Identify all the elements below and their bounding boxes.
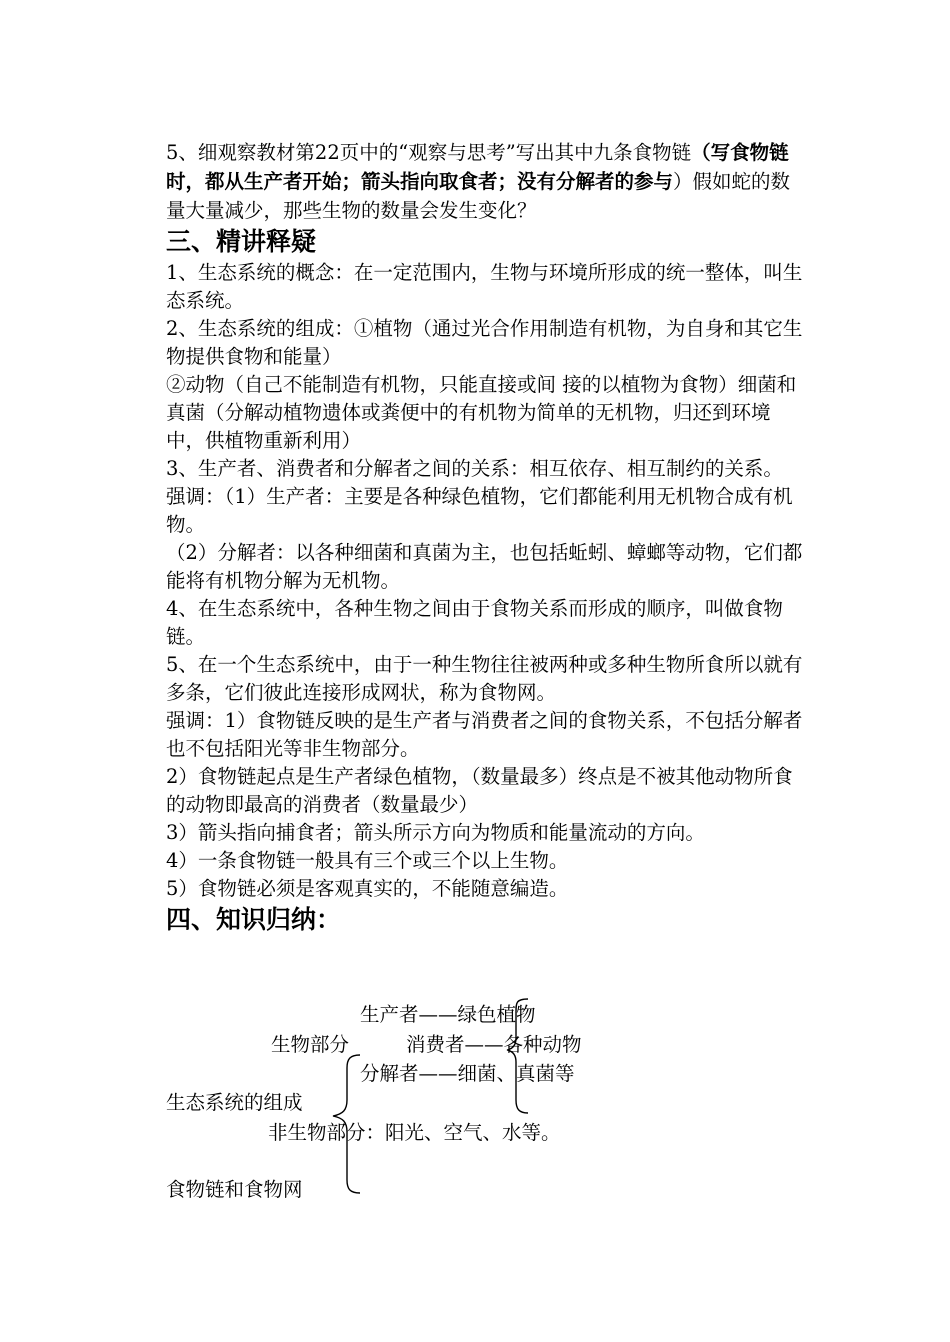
brace-composition xyxy=(333,1055,360,1193)
q5-text: 5、细观察教材第22页中的“观察与思考”写出其中九条食物链 xyxy=(166,141,692,164)
paragraph: 5）食物链必须是客观真实的，不能随意编造。 xyxy=(166,877,569,900)
paragraph: 强调：1）食物链反映的是生产者与消费者之间的食物关系，不包括分解者也不包括阳光等非生物部分。 xyxy=(166,709,803,760)
diagram-decomposer: 分解者——细菌、真菌等 xyxy=(360,1062,575,1085)
diagram-consumer: 消费者——各种动物 xyxy=(406,1033,582,1056)
paragraph: 4）一条食物链一般具有三个或三个以上生物。 xyxy=(166,849,569,872)
paragraph: 2）食物链起点是生产者绿色植物，（数量最多）终点是不被其他动物所食的动物即最高的消费者（数量最少） xyxy=(166,765,793,816)
section-4-title: 四、知识归纳： xyxy=(166,905,342,934)
paragraph: 强调：（1）生产者：主要是各种绿色植物，它们都能利用无机物合成有机物。 xyxy=(166,485,793,536)
q5-question: ）假如蛇的数量大量减少，那些生物的数量会发生变化？ xyxy=(166,170,791,222)
paragraph: （2）分解者：以各种细菌和真菌为主，也包括蚯蚓、蟑螂等动物，它们都能将有机物分解为无机物。 xyxy=(166,541,803,592)
brace-organisms xyxy=(507,999,528,1113)
q5-bold-hint: （写食物链时，都从生产者开始；箭头指向取食者；没有分解者的参与 xyxy=(166,141,789,193)
paragraph: 1、生态系统的概念：在一定范围内，生物与环境所形成的统一整体，叫生态系统。 xyxy=(166,261,803,312)
diagram-biotic: 生物部分 xyxy=(271,1033,350,1056)
diagram-abiotic: 非生物部分：阳光、空气、水等。 xyxy=(268,1121,561,1144)
paragraph: 3、生产者、消费者和分解者之间的关系：相互依存、相互制约的关系。 xyxy=(166,457,783,480)
paragraph: 4、在生态系统中，各种生物之间由于食物关系而形成的顺序，叫做食物链。 xyxy=(166,597,783,648)
paragraph: ②动物（自己不能制造有机物，只能直接或间 接的以植物为食物）细菌和真菌（分解动植物遗体或粪便中的有机物为简单的无机物，归还到环境中，供植物重新利用） xyxy=(166,373,797,452)
diagram-foodchain: 食物链和食物网 xyxy=(166,1178,303,1201)
paragraph: 2、生态系统的组成：①植物（通过光合作用制造有机物，为自身和其它生物提供食物和能量） xyxy=(166,317,803,368)
diagram-producer: 生产者——绿色植物 xyxy=(360,1003,536,1026)
paragraph: 3）箭头指向捕食者；箭头所示方向为物质和能量流动的方向。 xyxy=(166,821,705,844)
diagram-root: 生态系统的组成 xyxy=(166,1091,303,1114)
section-3-title: 三、精讲释疑 xyxy=(166,227,317,256)
paragraph: 5、在一个生态系统中，由于一种生物往往被两种或多种生物所食所以就有多条，它们彼此连接形成网状，称为食物网。 xyxy=(166,653,803,704)
